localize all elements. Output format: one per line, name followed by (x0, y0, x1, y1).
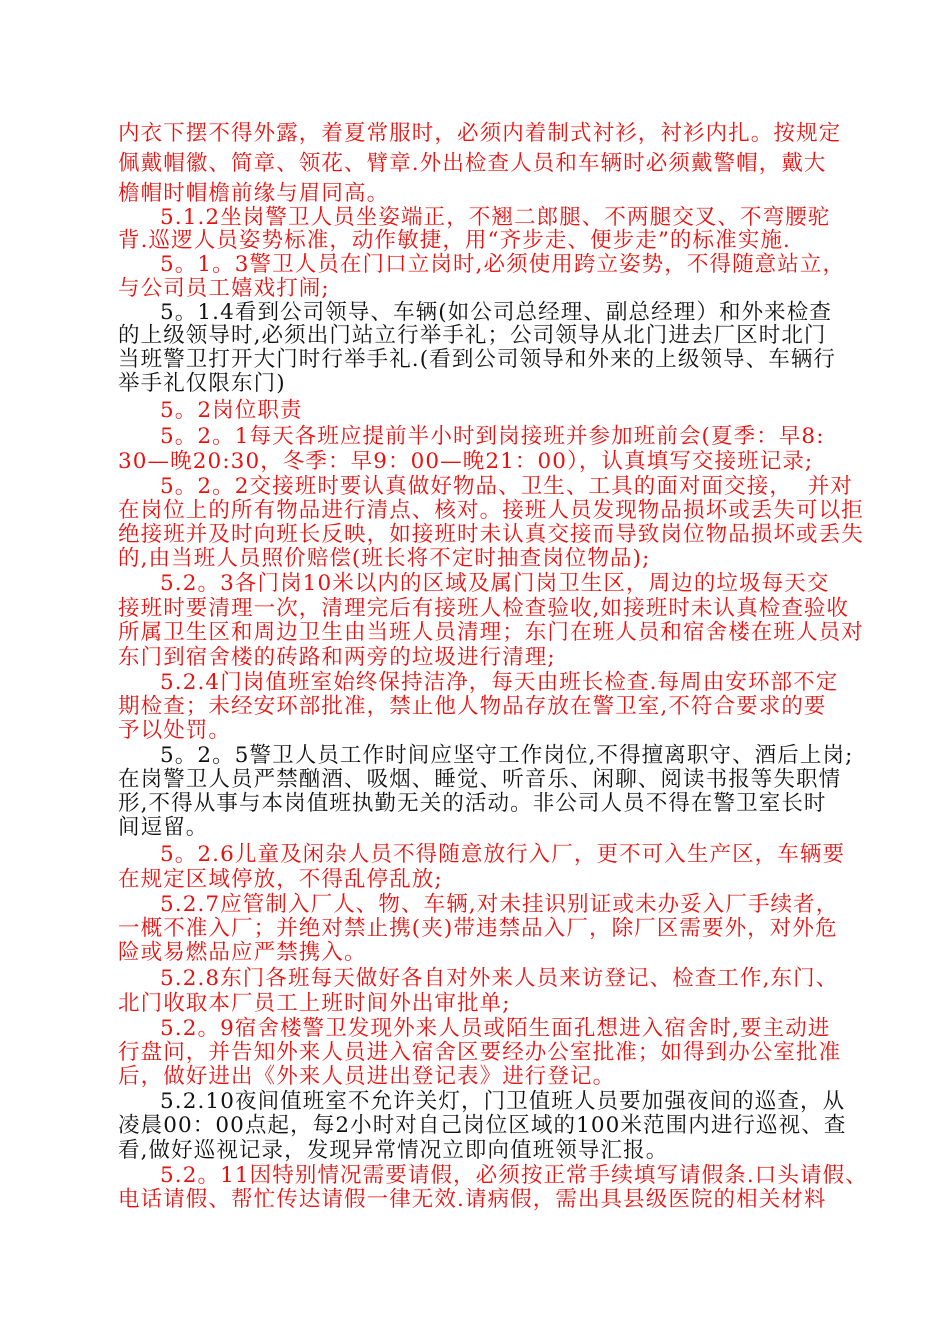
text-line: 北门收取本厂员工上班时间外出审批单; (118, 991, 511, 1016)
paragraph-5-2-3: 5.2。3各门岗10米以内的区域及属门岗卫生区，周边的垃圾每天交 (160, 571, 830, 596)
paragraph-5-2-10: 5.2.10夜间值班室不允许关灯，门卫值班人员要加强夜间的巡查，从 (160, 1089, 846, 1114)
text-line: 予以处罚。 (118, 718, 232, 743)
text-line: 举手礼仅限东门) (118, 371, 286, 396)
text-line: 在岗警卫人员严禁酗酒、吸烟、睡觉、听音乐、闲聊、阅读书报等失职情 (118, 767, 842, 792)
text-line: 在规定区域停放，不得乱停乱放; (118, 867, 443, 892)
paragraph-5-2-11: 5.2。11因特别情况需要请假，必须按正常手续填写请假条.口头请假、 (160, 1163, 868, 1188)
text-line: 内衣下摆不得外露，着夏常服时，必须内着制式衬衫，衬衫内扎。按规定 (118, 121, 842, 146)
paragraph-5-2-1: 5。2。1每天各班应提前半小时到岗接班并参加班前会(夏季：早8: (160, 424, 825, 449)
paragraph-5-2-5: 5。2。5警卫人员工作时间应坚守工作岗位,不得擅离职守、酒后上岗; (160, 743, 854, 768)
paragraph-5-1-3: 5。1。3警卫人员在门口立岗时,必须使用跨立姿势，不得随意站立， (160, 252, 846, 277)
text-line: 行盘问，并告知外来人员进入宿舍区要经办公室批准；如得到办公室批准 (118, 1040, 842, 1065)
text-line: 间逗留。 (118, 815, 209, 840)
text-line: 后，做好进出《外来人员进出登记表》进行登记。 (118, 1064, 616, 1089)
text-line: 绝接班并及时向班长反映，如接班时未认真交接而导致岗位物品损坏或丢失 (118, 522, 864, 547)
text-line: 当班警卫打开大门时行举手礼.(看到公司领导和外来的上级领导、车辆行 (118, 347, 837, 372)
paragraph-5-2-6: 5。2.6儿童及闲杂人员不得随意放行入厂，更不可入生产区，车辆要 (160, 842, 846, 867)
text-line: 的上级领导时,必须出门站立行举手礼；公司领导从北门进去厂区时北门 (118, 323, 827, 348)
text-line: 一概不准入厂；并绝对禁止携(夹)带违禁品入厂，除厂区需要外，对外危 (118, 916, 838, 941)
text-line: 期检查；未经安环部批准，禁止他人物品存放在警卫室,不符合要求的要 (118, 694, 827, 719)
paragraph-5-2-9: 5.2。9宿舍楼警卫发现外来人员或陌生面孔想进入宿舍时,要主动进 (160, 1016, 831, 1041)
text-line: 形,不得从事与本岗值班执勤无关的活动。非公司人员不得在警卫室长时 (118, 791, 827, 816)
text-line: 接班时要清理一次，清理完后有接班人检查验收,如接班时未认真检查验收 (118, 596, 850, 621)
paragraph-5-2-4: 5.2.4门岗值班室始终保持洁净，每天由班长检查.每周由安环部不定 (160, 670, 839, 695)
text-line: 佩戴帽徽、简章、领花、臂章.外出检查人员和车辆时必须戴警帽，戴大 (118, 151, 827, 176)
paragraph-5-2-8: 5.2.8东门各班每天做好各自对外来人员来访登记、检查工作,东门、 (160, 966, 839, 991)
text-line: 的,由当班人员照价赔偿(班长将不定时抽查岗位物品); (118, 546, 651, 571)
text-line: 与公司员工嬉戏打闹; (118, 276, 330, 301)
text-line: 看,做好巡视记录，发现异常情况立即向值班领导汇报。 (118, 1138, 669, 1163)
paragraph-5-2-7: 5.2.7应管制入厂人、物、车辆,对未挂识别证或未办妥入厂手续者， (160, 892, 839, 917)
text-line: 在岗位上的所有物品进行清点、核对。接班人员发现物品损坏或丢失可以拒 (118, 498, 864, 523)
section-heading-5-2: 5。2岗位职责 (160, 398, 303, 423)
text-line: 檐帽时帽檐前缘与眉同高。 (118, 181, 390, 206)
text-line: 30—晚20:30，冬季：早9：00—晚21：00），认真填写交接班记录; (118, 449, 814, 474)
text-line: 凌晨00：00点起，每2小时对自己岗位区域的100米范围内进行巡视、查 (118, 1113, 847, 1138)
text-line: 险或易燃品应严禁携入。 (118, 940, 367, 965)
paragraph-5-1-4: 5。1.4看到公司领导、车辆(如公司总经理、副总经理）和外来检查 (160, 300, 832, 325)
text-line: 电话请假、帮忙传达请假一律无效.请病假，需出具县级医院的相关材料 (118, 1187, 827, 1212)
text-line: 所属卫生区和周边卫生由当班人员清理；东门在班人员和宿舍楼在班人员对 (118, 620, 864, 645)
text-line: 背.巡逻人员姿势标准，动作敏捷，用“齐步走、便步走”的标准实施. (118, 228, 791, 253)
paragraph-5-1-2: 5.1.2坐岗警卫人员坐姿端正，不翘二郎腿、不两腿交叉、不弯腰驼 (160, 205, 831, 230)
text-line: 东门到宿舍楼的砖路和两旁的垃圾进行清理; (118, 645, 556, 670)
paragraph-5-2-2: 5。2。2交接班时要认真做好物品、卫生、工具的面对面交接， 并对 (160, 474, 854, 499)
